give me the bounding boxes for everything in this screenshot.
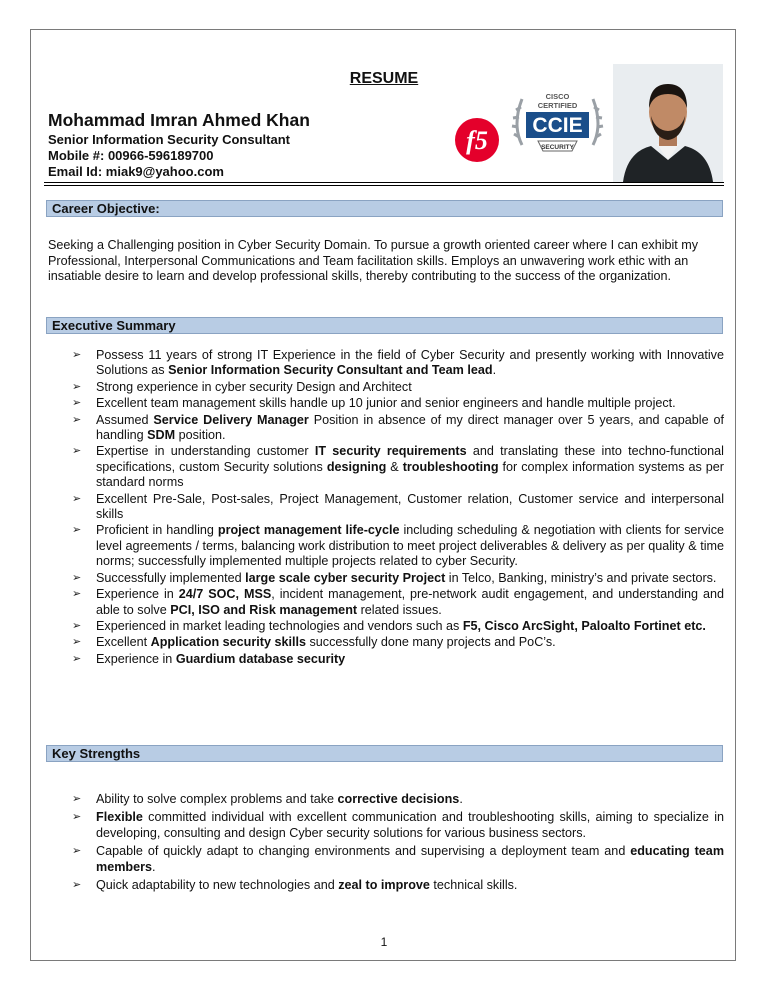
arrow-bullet-icon: ➢: [72, 845, 82, 858]
resume-title: RESUME: [349, 70, 419, 87]
summary-item: ➢ Expertise in understanding customer IT security requirements and translating these into techno-functional specifications, custom Security solutions designing & troubleshooting for complex information systems as per standard norms: [72, 444, 724, 490]
summary-item: ➢ Proficient in handling project management life-cycle including scheduling & negotiation with clients for service level agreements / terms, balancing work distribution to meet project deliverables & delivery as per quality & time norms; successfully implemented multiple projects related to cyber Security.: [72, 523, 724, 569]
header-rule-top: [44, 182, 724, 183]
summary-item: ➢ Strong experience in cyber security Design and Architect: [72, 379, 412, 394]
arrow-bullet-icon: ➢: [72, 571, 82, 584]
ccie-certified-text: CERTIFIED: [537, 101, 578, 110]
mobile-number: Mobile #: 00966-596189700: [48, 148, 214, 163]
key-strengths-heading: Key Strengths: [46, 745, 723, 762]
summary-item: ➢ Excellent team management skills handle up 10 junior and senior engineers and handle multiple project.: [72, 396, 676, 411]
executive-summary-list: [48, 348, 724, 668]
arrow-bullet-icon: ➢: [72, 619, 82, 632]
arrow-bullet-icon: ➢: [72, 652, 82, 665]
job-title: Senior Information Security Consultant: [48, 132, 290, 147]
summary-item: ➢ Excellent Pre-Sale, Post-sales, Project Management, Customer relation, Customer service and interpersonal skills: [72, 491, 724, 522]
arrow-bullet-icon: ➢: [72, 492, 82, 505]
summary-item: ➢ Experienced in market leading technologies and vendors such as F5, Cisco ArcSight, Paloalto Fortinet etc.: [72, 618, 706, 633]
strength-item: ➢ Ability to solve complex problems and take corrective decisions.: [72, 792, 463, 806]
summary-item: ➢ Excellent Application security skills successfully done many projects and PoC’s.: [72, 635, 556, 650]
summary-item: ➢ Possess 11 years of strong IT Experience in the field of Cyber Security and presently working with Innovative Solutions as Senior Information Security Consultant and Team lead.: [72, 348, 724, 378]
header-rule-bottom: [44, 185, 724, 186]
summary-item: ➢ Experience in Guardium database security: [72, 651, 346, 666]
arrow-bullet-icon: ➢: [72, 445, 82, 458]
arrow-bullet-icon: ➢: [72, 524, 82, 537]
key-strengths-list: [48, 792, 724, 896]
arrow-bullet-icon: ➢: [72, 349, 82, 361]
arrow-bullet-icon: ➢: [72, 793, 82, 805]
f5-logo-text: f5: [466, 126, 488, 155]
f5-logo: [453, 116, 501, 164]
arrow-bullet-icon: ➢: [72, 397, 82, 410]
arrow-bullet-icon: ➢: [72, 588, 82, 601]
profile-photo: [613, 64, 723, 182]
page-number: 1: [380, 935, 388, 949]
strength-item: ➢ Capable of quickly adapt to changing environments and supervising a deployment team and educating team members.: [72, 844, 725, 874]
ccie-main-text: CCIE: [532, 114, 583, 137]
arrow-bullet-icon: ➢: [72, 413, 82, 426]
candidate-name: Mohammad Imran Ahmed Khan: [48, 110, 310, 130]
summary-item: ➢ Successfully implemented large scale cyber security Project in Telco, Banking, ministry’s and private sectors.: [72, 570, 717, 585]
career-objective-heading: Career Objective:: [46, 200, 723, 217]
arrow-bullet-icon: ➢: [72, 811, 82, 824]
strength-item: ➢ Flexible committed individual with excellent communication and troubleshooting skills, aiming to specialize in developing, consulting and design Cyber security solutions for various business sectors.: [72, 810, 724, 840]
executive-summary-heading: Executive Summary: [46, 317, 723, 334]
email-address: Email Id: miak9@yahoo.com: [48, 164, 224, 179]
career-objective-text: Seeking a Challenging position in Cyber Security Domain. To pursue a growth oriented career where I can exhibit my Professional, Interpersonal Communications and Team facilitation skills. Employs an unwavering work ethic with an insatiable desire to learn and develop professional skills, thereby contributing to the success of the organization.: [48, 238, 699, 284]
ccie-track-text: SECURITY: [541, 144, 574, 151]
arrow-bullet-icon: ➢: [72, 636, 82, 649]
ccie-security-badge: [510, 85, 605, 165]
summary-item: ➢ Experience in 24/7 SOC, MSS, incident management, pre-network audit engagement, and understanding and able to solve PCI, ISO and Risk management related issues.: [72, 587, 725, 617]
summary-item: ➢ Assumed Service Delivery Manager Position in absence of my direct manager over 5 years, and capable of handling SDM position.: [72, 412, 724, 443]
arrow-bullet-icon: ➢: [72, 879, 82, 892]
ccie-cisco-text: CISCO: [545, 92, 570, 101]
arrow-bullet-icon: ➢: [72, 380, 82, 393]
strength-item: ➢ Quick adaptability to new technologies and zeal to improve technical skills.: [72, 878, 518, 893]
